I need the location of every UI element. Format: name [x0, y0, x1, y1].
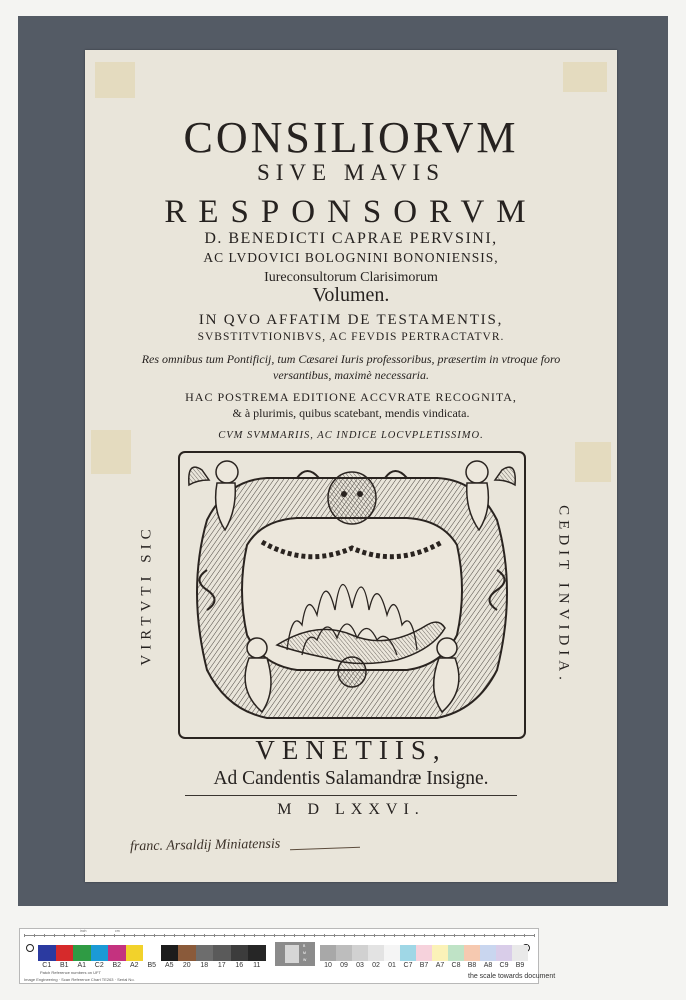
color-patch-label: B1 [59, 962, 69, 969]
chart-footer-note: Image Engineering · Scan Reference Chart TE263 · Serial No. [24, 977, 135, 982]
scale-tick [64, 934, 65, 937]
edition-line-1: HAC POSTREMA EDITIONE ACCVRATE RECOGNITA, [185, 390, 517, 404]
title-line-responsorum: RESPONSORVM [164, 194, 538, 230]
scale-tick [264, 934, 265, 937]
color-patch [464, 945, 480, 961]
scale-tick [484, 934, 485, 937]
color-patch [196, 945, 214, 961]
color-patch-label: C9 [499, 962, 509, 969]
subject-line-substitutionibus: SVBSTITVTIONIBVS, AC FEVDIS PERTRACTATVR. [197, 331, 505, 343]
scale-tick [404, 934, 405, 937]
scale-tick [384, 934, 385, 937]
scale-tick [474, 934, 475, 937]
color-patch-label: A5 [164, 962, 174, 969]
scale-tick [144, 934, 145, 937]
imprint-rule [185, 795, 517, 796]
subtitle-iureconsultorum: Iureconsultorum Clarisimorum [264, 270, 438, 285]
scale-tick [24, 934, 25, 937]
handwritten-ownership-inscription: franc. Arsaldij Miniatensis [129, 836, 281, 855]
scale-tick [114, 934, 115, 937]
scale-tick [454, 934, 455, 937]
scale-tick [254, 934, 255, 937]
scale-tick [204, 934, 205, 937]
color-patch-label: B5 [147, 962, 157, 969]
scale-tick [284, 934, 285, 937]
scale-label-cm: cm [115, 929, 120, 933]
ruler-scale [24, 931, 534, 936]
scale-direction-note: the scale towards document [468, 973, 556, 980]
color-patch-label: 16 [235, 962, 244, 969]
gray-reference-inner [285, 945, 299, 963]
scale-tick [34, 934, 35, 937]
color-patch-label: 20 [182, 962, 191, 969]
scale-tick [364, 934, 365, 937]
color-patch-label: 09 [340, 962, 348, 969]
imprint-year: M D LXXVI. [277, 801, 425, 818]
scale-tick [44, 934, 45, 937]
color-patch-label: C8 [451, 962, 461, 969]
color-patch [91, 945, 109, 961]
color-patch-label: B9 [515, 962, 525, 969]
gray-label: M [303, 951, 306, 955]
description-line-2: versantibus, maximè necessaria. [273, 368, 429, 382]
scale-tick [444, 934, 445, 937]
scale-tick [184, 934, 185, 937]
color-patch [213, 945, 231, 961]
color-patch-label: 18 [200, 962, 209, 969]
scale-tick [324, 934, 325, 937]
color-patch [384, 945, 400, 961]
color-patch [143, 945, 161, 961]
scale-tick [494, 934, 495, 937]
gray-label: W [303, 958, 307, 962]
color-patch [56, 945, 74, 961]
scale-label-inch: inch [80, 929, 87, 933]
subtitle-volumen: Volumen. [312, 284, 390, 306]
scale-tick [464, 934, 465, 937]
color-patch-label: A8 [483, 962, 493, 969]
scale-tick [424, 934, 425, 937]
color-patch [416, 945, 432, 961]
color-patch [352, 945, 368, 961]
gray-label: B [303, 944, 306, 948]
color-patch-label: B8 [467, 962, 477, 969]
color-patch [448, 945, 464, 961]
scale-tick [164, 934, 165, 937]
motto-left-text: VIRTVTI SIC [138, 524, 155, 666]
scale-tick [94, 934, 95, 937]
scale-tick [344, 934, 345, 937]
scale-tick [154, 934, 155, 937]
subject-line-testamentis: IN QVO AFFATIM DE TESTAMENTIS, [198, 312, 504, 328]
edition-line-2: & à plurimis, quibus scatebant, mendis vindicata. [232, 406, 470, 420]
scale-tick [194, 934, 195, 937]
scale-tick [54, 934, 55, 937]
color-patch [108, 945, 126, 961]
scale-tick [124, 934, 125, 937]
paper-stain [563, 62, 607, 92]
scale-tick [84, 934, 85, 937]
color-patch-label: C1 [42, 962, 52, 969]
scale-tick [374, 934, 375, 937]
motto-right-text: CEDIT INVIDIA. [555, 505, 572, 685]
color-patch-label: A1 [77, 962, 87, 969]
color-patch-label: A7 [435, 962, 445, 969]
color-patch-label: A2 [129, 962, 139, 969]
color-patch [126, 945, 144, 961]
index-line: CVM SVMMARIIS, AC INDICE LOCVPLETISSIMO. [218, 430, 484, 441]
scale-tick [244, 934, 245, 937]
scale-tick [514, 934, 515, 937]
color-patch [73, 945, 91, 961]
imprint-place: VENETIIS, [255, 735, 447, 765]
scale-tick [294, 934, 295, 937]
printer-device-salamander [177, 450, 527, 740]
scale-tick [314, 934, 315, 937]
scale-tick [74, 934, 75, 937]
color-patch [336, 945, 352, 961]
scale-tick [534, 934, 535, 937]
color-patch-label: 02 [372, 962, 380, 969]
color-patch [248, 945, 266, 961]
color-patch-label: B7 [419, 962, 429, 969]
imprint-printer: Ad Candentis Salamandræ Insigne. [213, 768, 489, 789]
color-patch-label: 03 [356, 962, 364, 969]
author-line-caprae: D. BENEDICTI CAPRAE PERVSINI, [204, 230, 498, 247]
color-patch [231, 945, 249, 961]
color-patch [496, 945, 512, 961]
author-line-bolognini: AC LVDOVICI BOLOGNINI BONONIENSIS, [203, 250, 499, 265]
scale-tick [224, 934, 225, 937]
scale-tick [524, 934, 525, 937]
patch-reference-note: Patch Reference numbers on UFT [40, 970, 101, 975]
scale-tick [354, 934, 355, 937]
registration-mark [26, 944, 34, 952]
scale-tick [134, 934, 135, 937]
color-patch [512, 945, 528, 961]
scale-tick [334, 934, 335, 937]
color-patch [178, 945, 196, 961]
scale-tick [504, 934, 505, 937]
scale-tick [414, 934, 415, 937]
color-patch-label: 17 [217, 962, 226, 969]
scale-tick [434, 934, 435, 937]
color-patch [161, 945, 179, 961]
color-patch-label: C7 [403, 962, 413, 969]
color-patch [38, 945, 56, 961]
description-line-1: Res omnibus tum Pontificij, tum Cæsarei Iuris professoribus, præsertim in vtroque foro [141, 352, 561, 366]
scale-tick [234, 934, 235, 937]
scale-tick [304, 934, 305, 937]
color-patch-label: 10 [324, 962, 332, 969]
title-line-consiliorum: CONSILIORVM [183, 113, 519, 162]
scale-tick [174, 934, 175, 937]
color-patch [432, 945, 448, 961]
signature-flourish [290, 847, 360, 850]
title-line-sive-mavis: SIVE MAVIS [256, 160, 446, 185]
color-patch-label: 01 [388, 962, 396, 969]
scale-tick [274, 934, 275, 937]
title-page [85, 50, 617, 882]
color-patch [480, 945, 496, 961]
scale-tick [104, 934, 105, 937]
color-patch [320, 945, 336, 961]
color-patch [400, 945, 416, 961]
color-patch-label: 11 [253, 962, 261, 969]
color-patch-label: B2 [112, 962, 122, 969]
scale-tick [394, 934, 395, 937]
color-patch [368, 945, 384, 961]
color-patch-label: C2 [94, 962, 104, 969]
paper-stain [95, 62, 135, 98]
color-target-bar [19, 928, 556, 984]
scale-tick [214, 934, 215, 937]
paper-stain [575, 442, 611, 482]
